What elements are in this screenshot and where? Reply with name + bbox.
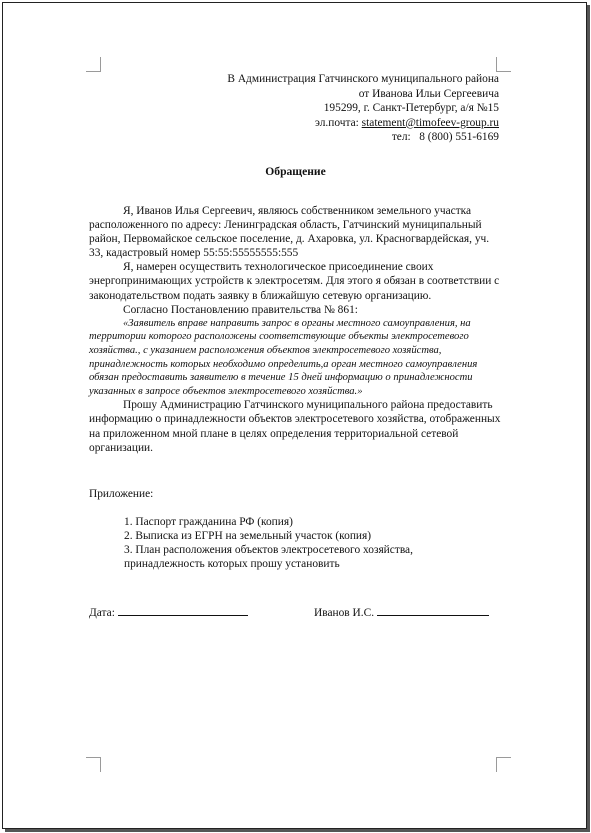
document-body xyxy=(89,204,501,455)
date-blank-line[interactable] xyxy=(118,606,248,616)
paragraph-regulation: Согласно Постановлению правительства № 861: xyxy=(123,303,358,316)
regulation-quote: «Заявитель вправе направить запрос в органы местного самоуправления, на территории которого расположены соответствующие объекты электросетевого хозяйства., с указанием расположения объектов электросетевого хозяйства, принадлежность которых необходимо определить,а орган местного самоуправления обязан предоставить заявителю в течение 15 дней информацию о принадлежности указанных в запросе объектов электросетевого хозяйства.» xyxy=(89,317,478,397)
appendix-title: Приложение: xyxy=(89,488,154,500)
paragraph-intent: Я, намерен осуществить технологическое присоединение своих энергопринимающих устройств к электросетям. Для этого я обязан в соответствии с законодательством подать заявку в ближайшую сетевую организацию. xyxy=(89,261,500,302)
appendix-item: 1. Паспорт гражданина РФ (копия) xyxy=(124,516,293,528)
date-label: Дата: xyxy=(89,607,115,619)
phone-number: 8 (800) 551-6169 xyxy=(419,131,499,144)
phone-label: тел: xyxy=(391,131,411,144)
addressee-block xyxy=(227,72,499,145)
appendix-item: 3. План расположения объектов электросетевого хозяйства, принадлежность которых прошу установить xyxy=(124,544,413,571)
addressee-line: В Администрация Гатчинского муниципального района xyxy=(227,73,499,85)
signer-name: Иванов И.С. xyxy=(314,607,375,619)
date-signature-field xyxy=(89,606,248,619)
appendix-list xyxy=(124,515,464,571)
appendix-item: 2. Выписка из ЕГРН на земельный участок (копия) xyxy=(124,530,372,543)
paragraph-request: Прошу Администрацию Гатчинского муниципального района предоставить информацию о принадлежности объектов электросетевого хозяйства, отображенных на приложенном мной плане в целях определения территориальной сетевой организации. xyxy=(89,399,501,454)
email-label: эл.почта: xyxy=(315,116,359,129)
address-line: 195299, г. Санкт-Петербург, а/я №15 xyxy=(323,102,499,115)
sender-line: от Иванова Ильи Сергеевича xyxy=(358,87,499,100)
crop-mark-bottom-right xyxy=(496,757,511,772)
phone-line xyxy=(227,130,499,145)
crop-mark-top-right xyxy=(496,57,511,72)
signature-blank-line[interactable] xyxy=(377,606,489,616)
name-signature-field xyxy=(314,606,489,619)
crop-mark-top-left xyxy=(86,57,101,72)
email-link[interactable]: statement@timofeev-group.ru xyxy=(361,116,499,129)
document-title: Обращение xyxy=(265,165,326,178)
email-line xyxy=(227,116,499,131)
crop-mark-bottom-left xyxy=(86,757,101,772)
paragraph-applicant: Я, Иванов Илья Сергеевич, являюсь собственником земельного участка расположенного по адресу: Ленинградская область, Гатчинский муниципальный район, Первомайское сельское поселение, д. Ахаровка, ул. Красногвардейская, уч. 33, кадастровый номер 55:55:55555555:555 xyxy=(89,205,490,260)
